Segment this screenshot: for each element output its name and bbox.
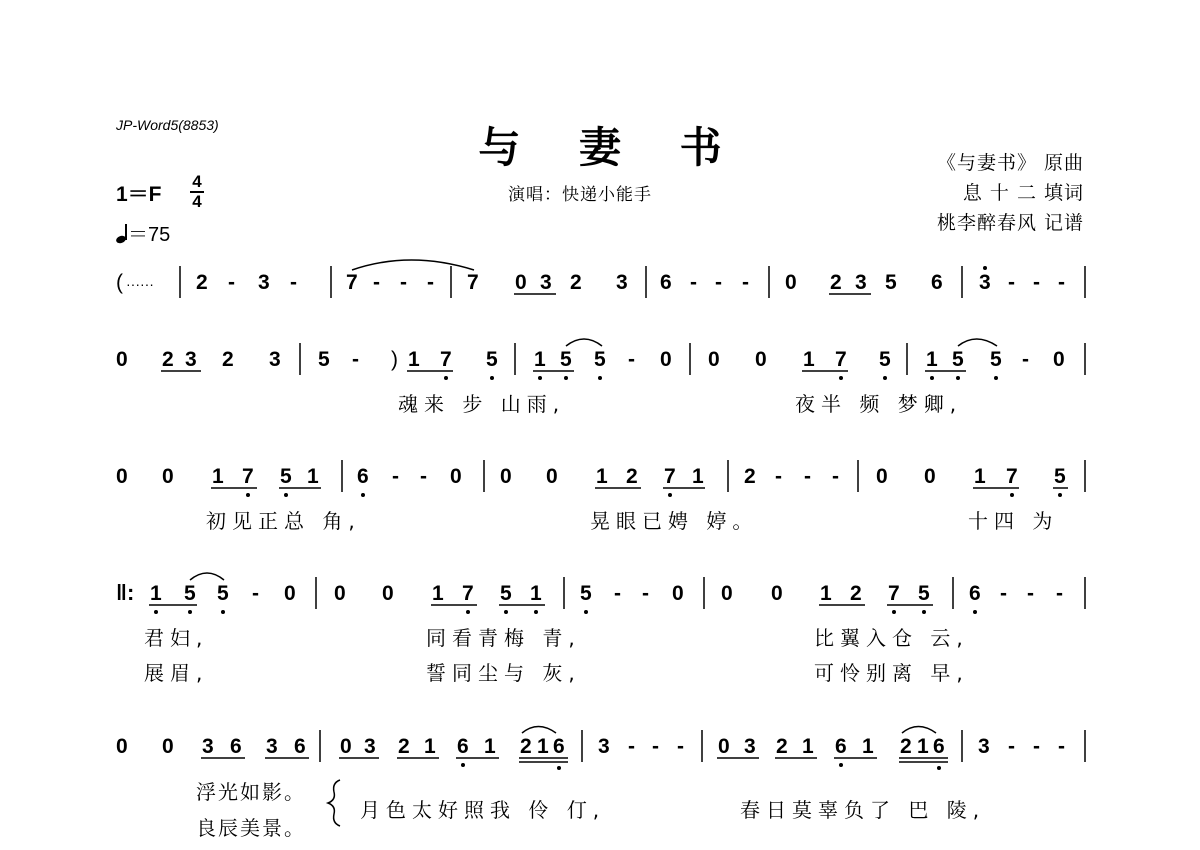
svg-text:7: 7 — [467, 271, 479, 294]
score-line-5 — [116, 735, 1065, 758]
svg-text:5: 5 — [280, 465, 292, 488]
svg-text:-: - — [652, 735, 659, 758]
svg-text:1: 1 — [862, 735, 874, 758]
lyric-line-2a: 魂来 步 山雨, — [398, 392, 566, 416]
svg-text:3: 3 — [266, 735, 278, 758]
svg-text:-: - — [614, 582, 621, 605]
svg-text:0: 0 — [450, 465, 462, 488]
svg-text:7: 7 — [440, 348, 452, 371]
page-title: 与 妻 书 — [478, 123, 744, 172]
svg-text:0: 0 — [660, 348, 672, 371]
svg-text:6: 6 — [835, 735, 847, 758]
svg-text:3: 3 — [364, 735, 376, 758]
lyric-line-3c: 十四 为 — [968, 509, 1059, 533]
svg-text:-: - — [677, 735, 684, 758]
svg-text:0: 0 — [1053, 348, 1065, 371]
svg-text:1: 1 — [534, 348, 546, 371]
time-signature-bottom: 4 — [192, 192, 202, 211]
svg-text:-: - — [628, 735, 635, 758]
lyric-line-5c: 月色太好照我 伶 仃, — [360, 798, 606, 822]
svg-text:-: - — [1058, 735, 1065, 758]
score-line-4-dots — [154, 610, 977, 614]
svg-text:3: 3 — [258, 271, 270, 294]
svg-text:2: 2 — [162, 348, 174, 371]
svg-text:-: - — [1033, 271, 1040, 294]
svg-text:2: 2 — [520, 735, 532, 758]
lyric-line-3b: 晃眼已娉 婷。 — [590, 509, 759, 533]
svg-text:-: - — [1027, 582, 1034, 605]
svg-text:5: 5 — [486, 348, 498, 371]
svg-text:2: 2 — [626, 465, 638, 488]
svg-text:5: 5 — [879, 348, 891, 371]
svg-text:-: - — [1056, 582, 1063, 605]
svg-text:1: 1 — [150, 582, 162, 605]
svg-text:-: - — [420, 465, 427, 488]
svg-text:6: 6 — [457, 735, 469, 758]
svg-text:-: - — [290, 271, 297, 294]
svg-text:6: 6 — [230, 735, 242, 758]
svg-text:-: - — [628, 348, 635, 371]
svg-text:7: 7 — [462, 582, 474, 605]
svg-text:-: - — [1008, 735, 1015, 758]
svg-text:0: 0 — [718, 735, 730, 758]
svg-text:1: 1 — [917, 735, 929, 758]
svg-text:5: 5 — [184, 582, 196, 605]
svg-text:1: 1 — [307, 465, 319, 488]
svg-text:-: - — [392, 465, 399, 488]
svg-text:1: 1 — [530, 582, 542, 605]
composer-credit: 《与妻书》 原曲 — [936, 152, 1084, 174]
key-signature: 1＝F — [116, 183, 162, 206]
svg-text:7: 7 — [835, 348, 847, 371]
svg-text:2: 2 — [830, 271, 842, 294]
svg-text:-: - — [373, 271, 380, 294]
svg-text:5: 5 — [217, 582, 229, 605]
svg-text:1: 1 — [803, 348, 815, 371]
svg-text:-: - — [742, 271, 749, 294]
svg-text:5: 5 — [594, 348, 606, 371]
score-line-1 — [116, 271, 1065, 294]
score-line-1-marks — [180, 260, 1085, 298]
svg-text:-: - — [1033, 735, 1040, 758]
svg-text:2: 2 — [900, 735, 912, 758]
svg-text:2: 2 — [850, 582, 862, 605]
svg-text:2: 2 — [744, 465, 756, 488]
lyric-line-4c: 比翼入仓 云, — [814, 626, 969, 650]
svg-text:6: 6 — [357, 465, 369, 488]
svg-text:0: 0 — [876, 465, 888, 488]
svg-text:5: 5 — [885, 271, 897, 294]
svg-text:0: 0 — [708, 348, 720, 371]
score-line-5-dots — [461, 763, 941, 770]
svg-text:6: 6 — [933, 735, 945, 758]
svg-text:7: 7 — [346, 271, 358, 294]
svg-text:5: 5 — [560, 348, 572, 371]
svg-text:5: 5 — [952, 348, 964, 371]
svg-text:-: - — [228, 271, 235, 294]
svg-text:0: 0 — [546, 465, 558, 488]
svg-text:0: 0 — [672, 582, 684, 605]
svg-text:1: 1 — [537, 735, 549, 758]
lyric-brace — [328, 780, 340, 826]
svg-text:7: 7 — [664, 465, 676, 488]
lyric-line-4d: 展眉, — [144, 661, 209, 685]
svg-text:0: 0 — [515, 271, 527, 294]
lyric-line-4e: 誓同尘与 灰, — [426, 661, 581, 685]
svg-text:3: 3 — [616, 271, 628, 294]
svg-text:0: 0 — [340, 735, 352, 758]
svg-text:-: - — [427, 271, 434, 294]
software-tag: JP-Word5(8853) — [116, 117, 219, 133]
score-line-3-dots — [246, 493, 1062, 497]
svg-text:5: 5 — [1054, 465, 1066, 488]
lyric-line-5d: 春日莫辜负了 巴 陵, — [740, 798, 986, 822]
svg-text:3: 3 — [979, 271, 991, 294]
svg-text:0: 0 — [116, 735, 128, 758]
svg-text:-: - — [1000, 582, 1007, 605]
score-line-5-marks — [201, 727, 1085, 763]
svg-text:2: 2 — [570, 271, 582, 294]
time-signature-top: 4 — [192, 172, 202, 191]
svg-text:0: 0 — [162, 735, 174, 758]
svg-text:3: 3 — [540, 271, 552, 294]
svg-text:6: 6 — [553, 735, 565, 758]
svg-text:0: 0 — [500, 465, 512, 488]
svg-text:1: 1 — [424, 735, 436, 758]
svg-text:-: - — [832, 465, 839, 488]
svg-text:1: 1 — [692, 465, 704, 488]
svg-text:-: - — [1058, 271, 1065, 294]
score-line-2-marks — [161, 339, 1085, 375]
svg-text:2: 2 — [222, 348, 234, 371]
score-line-3-marks — [211, 460, 1085, 492]
lyric-line-3a: 初见正总 角, — [206, 509, 361, 533]
svg-text:-: - — [352, 348, 359, 371]
svg-text:-: - — [804, 465, 811, 488]
svg-text:3: 3 — [855, 271, 867, 294]
singer-credit: 演唱：快递小能手 — [508, 185, 652, 205]
svg-text:6: 6 — [969, 582, 981, 605]
svg-text:1: 1 — [802, 735, 814, 758]
svg-text:7: 7 — [1006, 465, 1018, 488]
svg-text:0: 0 — [116, 348, 128, 371]
lyric-line-4a: 君妇, — [144, 626, 209, 650]
svg-text:1: 1 — [974, 465, 986, 488]
svg-text:6: 6 — [660, 271, 672, 294]
score-line-4 — [116, 580, 1063, 605]
lyric-line-5b: 良辰美景。 — [196, 816, 306, 840]
transcriber-credit: 桃李醉春风 记谱 — [936, 212, 1084, 234]
svg-text:(: ( — [116, 271, 123, 294]
svg-text:······: ······ — [126, 276, 154, 292]
svg-text:0: 0 — [721, 582, 733, 605]
svg-text:1: 1 — [408, 348, 420, 371]
svg-text:3: 3 — [598, 735, 610, 758]
svg-text:-: - — [400, 271, 407, 294]
svg-text:-: - — [775, 465, 782, 488]
svg-text:1: 1 — [820, 582, 832, 605]
svg-text:3: 3 — [744, 735, 756, 758]
svg-text:5: 5 — [918, 582, 930, 605]
svg-text:0: 0 — [755, 348, 767, 371]
lyric-line-2b: 夜半 频 梦卿, — [795, 392, 963, 416]
svg-text:1: 1 — [596, 465, 608, 488]
svg-text:-: - — [642, 582, 649, 605]
svg-text:-: - — [1022, 348, 1029, 371]
svg-text:7: 7 — [242, 465, 254, 488]
svg-text:1: 1 — [212, 465, 224, 488]
svg-text:-: - — [1008, 271, 1015, 294]
svg-text:7: 7 — [888, 582, 900, 605]
svg-text:3: 3 — [269, 348, 281, 371]
svg-text:1: 1 — [926, 348, 938, 371]
svg-text:-: - — [715, 271, 722, 294]
svg-text:3: 3 — [978, 735, 990, 758]
svg-text:): ) — [391, 348, 398, 371]
svg-text:6: 6 — [931, 271, 943, 294]
svg-text:0: 0 — [162, 465, 174, 488]
lyric-line-4b: 同看青梅 青, — [426, 626, 581, 650]
svg-text:0: 0 — [284, 582, 296, 605]
score-line-2-dots — [444, 376, 998, 380]
svg-text:-: - — [252, 582, 259, 605]
tempo-value: ＝75 — [128, 224, 171, 246]
svg-text:5: 5 — [990, 348, 1002, 371]
lyric-line-5a: 浮光如影。 — [196, 780, 306, 804]
svg-text:3: 3 — [202, 735, 214, 758]
svg-text:2: 2 — [196, 271, 208, 294]
svg-text:0: 0 — [924, 465, 936, 488]
svg-text:-: - — [690, 271, 697, 294]
svg-text:6: 6 — [294, 735, 306, 758]
svg-text:3: 3 — [185, 348, 197, 371]
lyricist-credit: 息 十 二 填词 — [962, 182, 1084, 204]
svg-text:1: 1 — [484, 735, 496, 758]
svg-text:0: 0 — [785, 271, 797, 294]
svg-text:‖:: ‖: — [116, 580, 135, 605]
svg-text:5: 5 — [580, 582, 592, 605]
score-line-3 — [116, 465, 1066, 488]
svg-text:0: 0 — [771, 582, 783, 605]
score-line-2 — [116, 348, 1065, 371]
svg-text:0: 0 — [334, 582, 346, 605]
lyric-line-4f: 可怜别离 早, — [814, 661, 969, 685]
svg-text:5: 5 — [500, 582, 512, 605]
svg-text:1: 1 — [432, 582, 444, 605]
svg-text:2: 2 — [398, 735, 410, 758]
svg-text:2: 2 — [776, 735, 788, 758]
svg-text:0: 0 — [382, 582, 394, 605]
svg-text:5: 5 — [318, 348, 330, 371]
svg-text:0: 0 — [116, 465, 128, 488]
